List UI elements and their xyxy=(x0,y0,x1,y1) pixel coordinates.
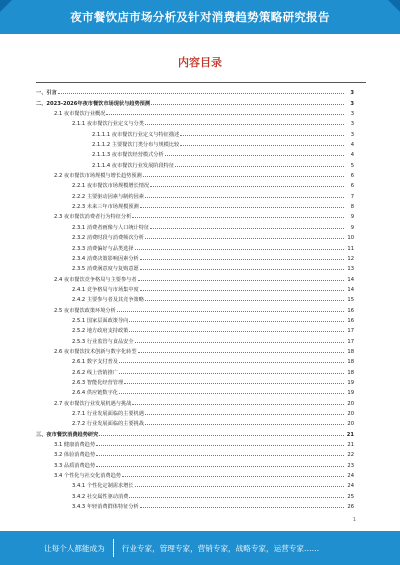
toc-entry-label: 2.2 夜市餐饮市场规模与增长趋势预测 xyxy=(54,173,142,180)
footer-separator xyxy=(113,539,114,557)
report-title: 夜市餐饮店市场分析及针对消费趋势策略研究报告 xyxy=(70,10,330,24)
page-number: 1 xyxy=(352,517,356,523)
toc-entry-label: 3.4.3 年轻消费群体特征分析 xyxy=(72,504,139,511)
toc-entry[interactable] xyxy=(36,148,354,158)
toc-entry[interactable] xyxy=(36,500,354,510)
toc-leader-dots xyxy=(145,413,344,415)
toc-entry-label: 2.4 夜市餐饮竞争格局与主要参与者 xyxy=(54,276,137,283)
toc-entry-label: 2.3.2 消费时段与消费频次分析 xyxy=(72,235,144,242)
toc-entry[interactable] xyxy=(36,220,354,230)
toc-leader-dots xyxy=(129,320,344,322)
toc-entry-label: 2.3.1 消费者画像与人口统计特征 xyxy=(72,224,150,231)
toc-entry[interactable] xyxy=(36,107,354,117)
toc-entry-label: 2.4.2 主要参与者及其竞争策略 xyxy=(72,297,144,304)
toc-leader-dots xyxy=(119,361,344,363)
toc-entry-page: 10 xyxy=(347,235,354,242)
toc-entry-page: 19 xyxy=(347,379,354,386)
toc-entry-label: 2.7.2 行业发展面临的主要挑战 xyxy=(72,421,144,428)
toc-entry-page: 21 xyxy=(346,431,354,438)
toc-entry[interactable] xyxy=(36,407,354,417)
toc-entry-label: 2.1.1.3 夜市餐饮经营模式分析 xyxy=(92,152,164,159)
toc-entry-label: 3.1 健康消费趋势 xyxy=(54,442,96,449)
toc-entry[interactable] xyxy=(36,272,354,282)
toc-divider xyxy=(36,82,366,83)
toc-entry-label: 2.6.2 线上营销推广 xyxy=(72,369,118,376)
toc-leader-dots xyxy=(132,216,344,218)
toc-entry[interactable] xyxy=(36,345,354,355)
toc-entry[interactable] xyxy=(36,458,354,468)
toc-leader-dots xyxy=(132,403,344,405)
toc-entry-label: 2.1 夜市餐饮行业概况 xyxy=(54,111,106,118)
toc-entry[interactable] xyxy=(36,448,354,458)
toc-entry-label: 2.3.5 消费满意度与复购意愿 xyxy=(72,266,139,273)
toc-entry-page: 9 xyxy=(350,224,354,231)
toc-leader-dots xyxy=(145,237,344,239)
toc-entry-label: 2.1.1.1 夜市餐饮行业定义与特征描述 xyxy=(92,131,180,138)
toc-entry-page: 23 xyxy=(347,462,354,469)
toc-entry[interactable] xyxy=(36,293,354,303)
toc-leader-dots xyxy=(129,496,344,498)
toc-entry-label: 2.7.1 行业发展面临的主要机遇 xyxy=(72,411,144,417)
toc-entry[interactable] xyxy=(36,396,354,406)
toc-entry-label: 2.5.1 国家层面政策导向 xyxy=(72,317,129,324)
toc-entry-label: 一、引言 xyxy=(36,90,57,97)
toc-entry-page: 22 xyxy=(347,452,354,459)
toc-entry[interactable] xyxy=(36,376,354,386)
toc-entry[interactable] xyxy=(36,283,354,293)
toc-leader-dots xyxy=(138,279,344,281)
toc-leader-dots xyxy=(135,341,344,343)
toc-entry-page: 16 xyxy=(347,307,354,314)
report-footer xyxy=(0,531,400,565)
toc-entry[interactable] xyxy=(36,365,354,375)
toc-entry-page: 18 xyxy=(347,348,354,355)
toc-leader-dots xyxy=(150,185,344,187)
footer-tagline: 行业专家，管理专家，营销专家，战略专家，运营专家…… xyxy=(121,543,320,553)
toc-entry[interactable] xyxy=(36,138,354,148)
toc-leader-dots xyxy=(145,423,344,425)
toc-entry[interactable] xyxy=(36,86,354,96)
toc-entry-label: 2.6 夜市餐饮技术创新与数字化转型 xyxy=(54,348,137,355)
toc-entry-page: 24 xyxy=(347,483,354,490)
toc-entry-page: 11 xyxy=(347,245,354,252)
report-header xyxy=(0,0,400,34)
toc-entry-label: 三、夜市餐饮消费趋势研究 xyxy=(36,431,99,438)
toc-entry-label: 2.5.3 行业监管与食品安全 xyxy=(72,338,134,345)
toc-leader-dots xyxy=(119,392,344,394)
toc-title: 内容目录 xyxy=(178,56,222,69)
toc-entry-page: 20 xyxy=(347,421,354,428)
toc-entry-page: 24 xyxy=(347,473,354,480)
toc-leader-dots xyxy=(143,175,344,177)
toc-entry[interactable] xyxy=(36,355,354,365)
toc-leader-dots xyxy=(175,165,344,167)
toc-entry-page: 15 xyxy=(347,297,354,304)
toc-entry-page: 4 xyxy=(350,152,354,159)
toc-entry-page: 26 xyxy=(347,504,354,511)
toc-entry-label: 2.7 夜市餐饮行业发展机遇与挑战 xyxy=(54,400,132,407)
toc-entry-label: 3.3 品质消费趋势 xyxy=(54,462,96,469)
toc-leader-dots xyxy=(150,227,344,229)
toc-entry-label: 3.4.1 个性化定制需求增长 xyxy=(72,483,134,490)
toc-entry-page: 18 xyxy=(347,359,354,366)
toc-leader-dots xyxy=(124,382,344,384)
toc-entry[interactable] xyxy=(36,314,354,324)
toc-entry-label: 2.3.3 消费偏好与品类选择 xyxy=(72,245,134,252)
toc-entry-label: 3.2 体验消费趋势 xyxy=(54,452,96,459)
footer-slogan: 让每个人都能成为 xyxy=(44,543,105,553)
toc-entry-page: 6 xyxy=(350,183,354,190)
toc-entry-page: 18 xyxy=(347,369,354,376)
toc-entry[interactable] xyxy=(36,427,354,437)
toc-entry[interactable] xyxy=(36,117,354,127)
toc-leader-dots xyxy=(135,485,344,487)
toc-entry-label: 2.1.1.2 主要餐饮门类分布与规模比较 xyxy=(92,142,180,149)
toc-entry[interactable] xyxy=(36,303,354,313)
toc-leader-dots xyxy=(96,465,344,467)
toc-leader-dots xyxy=(140,268,344,270)
toc-leader-dots xyxy=(140,506,344,508)
toc-entry-label: 2.4.1 竞争格局与市场集中度 xyxy=(72,286,139,293)
toc-entry-label: 2.6.4 供应链数字化 xyxy=(72,390,118,397)
toc-entry-page: 16 xyxy=(347,317,354,324)
toc-leader-dots xyxy=(135,248,344,250)
toc-entry-page: 3 xyxy=(350,121,354,128)
toc-entry-page: 3 xyxy=(350,111,354,118)
toc-entry-page: 3 xyxy=(350,131,354,138)
toc-entry[interactable] xyxy=(36,262,354,272)
toc-leader-dots xyxy=(140,206,344,208)
toc-leader-dots xyxy=(140,258,344,260)
toc-leader-dots xyxy=(145,123,344,125)
toc-leader-dots xyxy=(106,113,344,115)
toc-leader-dots xyxy=(129,330,344,332)
toc-leader-dots xyxy=(58,92,344,94)
toc-entry-label: 2.5.2 地方政府支持政策 xyxy=(72,328,129,335)
toc-leader-dots xyxy=(180,134,344,136)
toc-entry[interactable] xyxy=(36,252,354,262)
toc-entry-page: 8 xyxy=(350,204,354,211)
toc-leader-dots xyxy=(96,454,344,456)
toc-entry[interactable] xyxy=(36,189,354,199)
toc-entry[interactable] xyxy=(36,324,354,334)
toc-leader-dots xyxy=(119,372,344,374)
toc-entry[interactable] xyxy=(36,179,354,189)
toc-entry-page: 14 xyxy=(347,276,354,283)
toc-entry[interactable] xyxy=(36,96,354,106)
toc-entry[interactable] xyxy=(36,469,354,479)
toc-entry-label: 3.4 个性化与社交化消费趋势 xyxy=(54,473,121,480)
toc-entry-page: 20 xyxy=(347,411,354,417)
toc-leader-dots xyxy=(99,434,344,436)
toc-entry-label: 2.3 夜市餐饮消费者行为特征分析 xyxy=(54,214,132,221)
toc-entry-page: 17 xyxy=(347,328,354,335)
toc-entry-page: 4 xyxy=(350,142,354,149)
toc-entry-page: 20 xyxy=(347,400,354,407)
toc-entry[interactable] xyxy=(36,241,354,251)
toc-leader-dots xyxy=(140,289,344,291)
toc-entry-page: 3 xyxy=(350,90,354,97)
table-of-contents xyxy=(36,86,354,510)
toc-entry-page: 21 xyxy=(347,442,354,449)
toc-entry[interactable] xyxy=(36,479,354,489)
toc-entry-label: 2.2.2 主要驱动因素与制约因素 xyxy=(72,193,144,200)
toc-leader-dots xyxy=(122,475,344,477)
toc-leader-dots xyxy=(96,444,344,446)
toc-entry-label: 二、2023-2026年夜市餐饮市场现状与趋势预测 xyxy=(36,100,151,107)
toc-leader-dots xyxy=(180,144,344,146)
toc-entry[interactable] xyxy=(36,417,354,427)
toc-leader-dots xyxy=(138,351,344,353)
toc-entry-label: 2.6.3 智能化经营管理 xyxy=(72,379,124,386)
toc-entry-page: 17 xyxy=(347,338,354,345)
toc-entry-page: 5 xyxy=(350,162,354,169)
toc-leader-dots xyxy=(117,310,344,312)
toc-entry-label: 3.4.2 社交属性驱动消费 xyxy=(72,493,129,500)
toc-entry-page: 9 xyxy=(350,214,354,221)
header-corner-decoration xyxy=(0,0,12,12)
toc-entry[interactable] xyxy=(36,438,354,448)
toc-entry[interactable] xyxy=(36,386,354,396)
toc-entry-page: 6 xyxy=(350,173,354,180)
toc-leader-dots xyxy=(165,154,344,156)
toc-leader-dots xyxy=(151,103,344,105)
toc-entry-label: 2.3.4 消费决策影响因素分析 xyxy=(72,255,139,262)
toc-entry-label: 2.2.3 未来三年市场规模预测 xyxy=(72,204,139,211)
toc-entry[interactable] xyxy=(36,210,354,220)
toc-entry[interactable] xyxy=(36,158,354,168)
toc-entry-page: 14 xyxy=(347,286,354,293)
toc-entry-page: 3 xyxy=(350,100,354,107)
toc-leader-dots xyxy=(145,299,344,301)
header-corner-decoration xyxy=(388,0,400,12)
toc-entry-label: 2.2.1 夜市餐饮市场规模增长情况 xyxy=(72,183,150,190)
toc-entry[interactable] xyxy=(36,231,354,241)
toc-entry[interactable] xyxy=(36,334,354,344)
toc-entry-label: 2.5 夜市餐饮政策环境分析 xyxy=(54,307,116,314)
toc-entry[interactable] xyxy=(36,200,354,210)
toc-leader-dots xyxy=(145,196,344,198)
toc-entry-label: 2.6.1 数字支付普及 xyxy=(72,359,118,366)
toc-entry-label: 2.1.1 夜市餐饮行业定义与分类 xyxy=(72,121,144,128)
toc-entry-page: 7 xyxy=(350,193,354,200)
toc-entry-label: 2.1.1.4 夜市餐饮行业发展阶段特征 xyxy=(92,162,175,169)
toc-entry-page: 12 xyxy=(347,255,354,262)
toc-entry[interactable] xyxy=(36,127,354,137)
toc-entry-page: 13 xyxy=(347,266,354,273)
toc-entry-page: 19 xyxy=(347,390,354,397)
toc-entry[interactable] xyxy=(36,489,354,499)
toc-entry-page: 25 xyxy=(347,493,354,500)
toc-entry[interactable] xyxy=(36,169,354,179)
